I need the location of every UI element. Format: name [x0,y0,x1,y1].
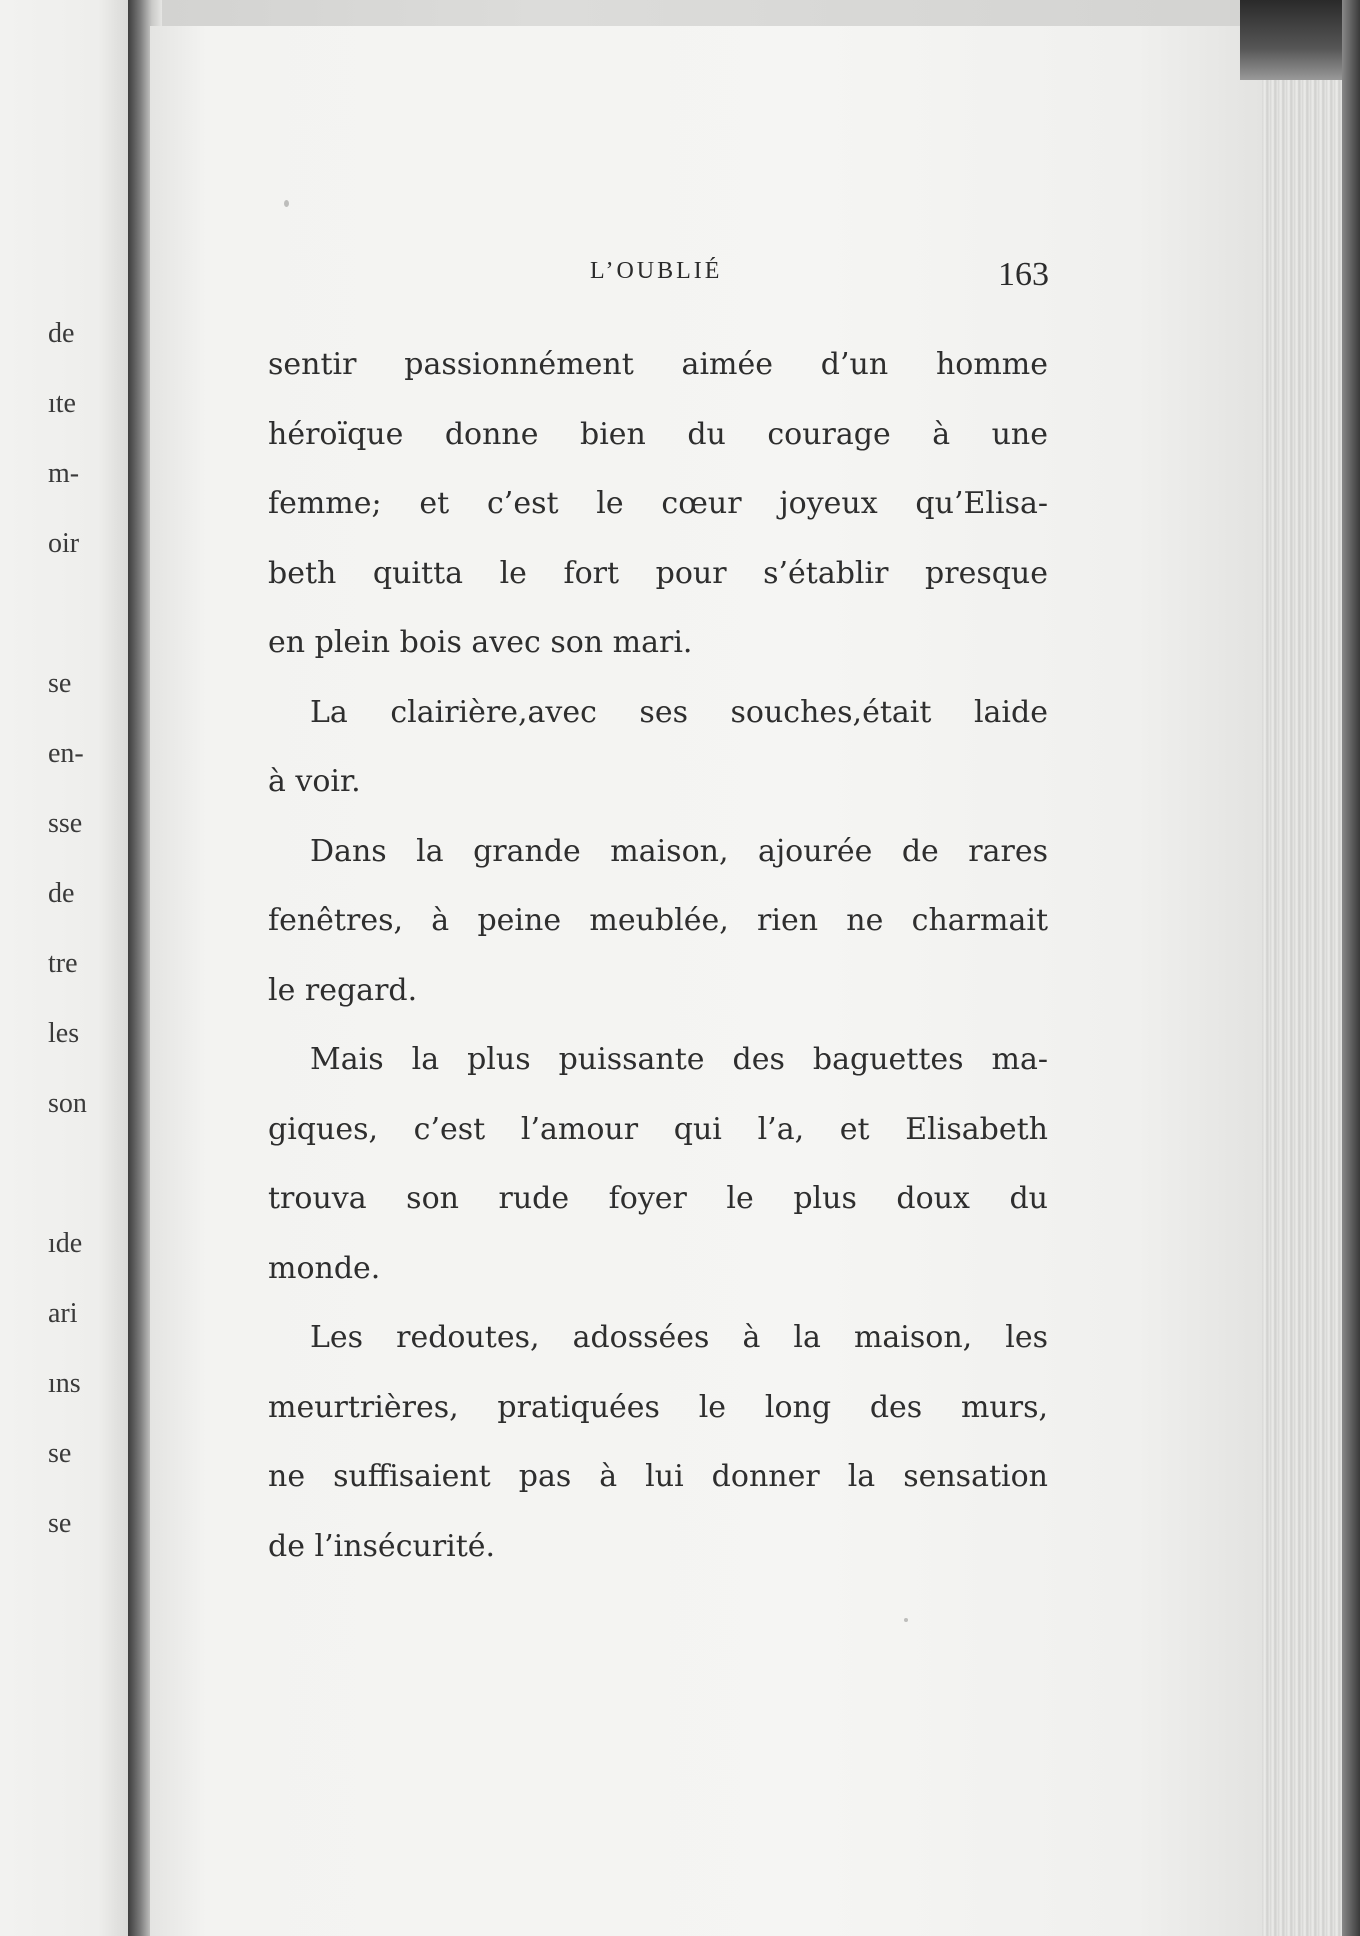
text-line: héroïque donne bien du courage à une [268,416,1048,452]
left-page-fragment: ıns [48,1368,81,1399]
text-line: giques, c’est l’amour qui l’a, et Elisabeth [268,1111,1048,1147]
text-line: femme; et c’est le cœur joyeux qu’Elisa- [268,486,1048,521]
page-edges [1262,40,1342,1936]
speck [284,200,289,207]
left-page-fragment: ari [48,1298,78,1329]
text-line: beth quitta le fort pour s’établir presque [268,555,1048,591]
left-page-fragment: oir [48,528,80,559]
text-line: à voir. [268,764,361,799]
body-text [268,330,1048,1581]
left-page-fragment: se [48,1508,72,1539]
text-line: en plein bois avec son mari. [268,625,693,660]
paragraph [268,1303,1048,1581]
left-page-fragment: se [48,1438,72,1469]
left-page-fragment: son [48,1088,87,1119]
left-page-fragment: de [48,318,75,349]
left-page-fragment: ıde [48,1228,83,1259]
left-page-fragment: de [48,878,75,909]
text-line: monde. [268,1250,381,1286]
previous-page [0,0,140,1936]
left-page-fragment: tre [48,948,78,979]
left-page-fragment: sse [48,808,83,839]
text-line: Les redoutes, adossées à la maison, les [310,1320,1048,1355]
paragraph [268,330,1048,678]
speck [904,1618,908,1622]
text-line: Mais la plus puissante des baguettes ma- [310,1042,1048,1077]
text-line: de l’insécurité. [268,1528,496,1564]
left-page-fragment: m- [48,458,80,489]
text-line: sentir passionnément aimée d’un homme [268,347,1048,382]
paragraph [268,817,1048,1026]
text-line: La clairière,avec ses souches,était laide [310,694,1048,730]
scan-dark-edge [1342,0,1360,1936]
text-line: Dans la grande maison, ajourée de rares [310,833,1048,869]
left-page-fragment: en- [48,738,84,769]
left-page-fragment: les [48,1018,80,1049]
text-line: meurtrières, pratiquées le long des murs, [268,1389,1048,1425]
text-line: le regard. [268,972,418,1008]
left-page-fragment: se [48,668,72,699]
text-line: ne suffisaient pas à lui donner la sensation [268,1459,1048,1494]
text-line: trouva son rude foyer le plus doux du [268,1181,1048,1216]
running-head: L’OUBLIÉ [590,258,723,284]
paragraph [268,1025,1048,1303]
text-line: fenêtres, à peine meublée, rien ne charmait [268,903,1048,938]
paragraph [268,678,1048,817]
page-number: 163 [998,256,1049,293]
left-page-fragment: ıte [48,388,76,419]
